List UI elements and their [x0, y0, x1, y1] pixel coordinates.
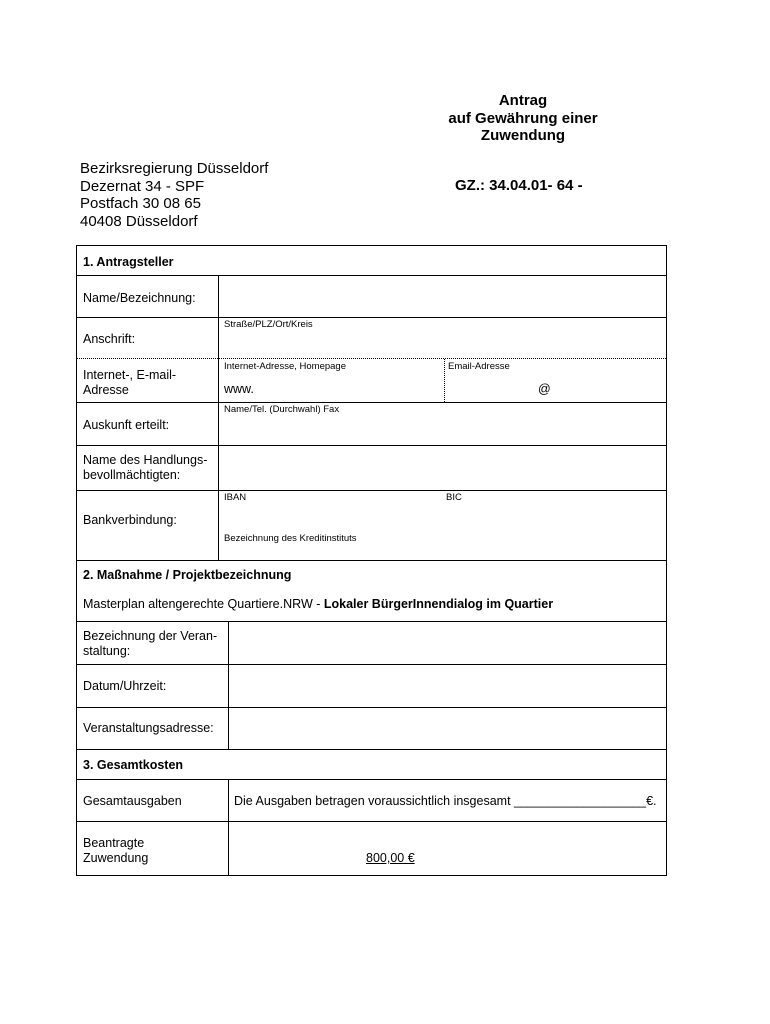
- address-line-2: Dezernat 34 - SPF: [80, 177, 205, 195]
- divider: [77, 749, 666, 750]
- section3-heading: 3. Gesamtkosten: [83, 758, 184, 772]
- recipient-address: [80, 160, 268, 230]
- bank-name-hint: Bezeichnung des Kreditinstituts: [224, 533, 357, 544]
- divider: [228, 779, 229, 876]
- title-line-2: auf Gewährung einer: [448, 109, 598, 127]
- name-field[interactable]: [219, 276, 667, 317]
- application-form: [76, 245, 667, 876]
- address-hint: Straße/PLZ/Ort/Kreis: [224, 319, 313, 330]
- divider: [77, 358, 666, 359]
- project-title: [83, 597, 553, 612]
- address-field[interactable]: [219, 318, 667, 358]
- date-field[interactable]: [229, 665, 667, 707]
- email-hint: Email-Adresse: [448, 361, 510, 372]
- internet-label-1: Internet-, E-mail-: [83, 368, 177, 382]
- event-field[interactable]: [229, 622, 667, 664]
- bank-label: Bankverbindung:: [83, 513, 177, 527]
- address-line-4: 40408 Düsseldorf: [80, 212, 198, 230]
- title-line-3: Zuwendung: [480, 127, 566, 144]
- agent-field[interactable]: [219, 446, 667, 490]
- requested-label-1: Beantragte: [83, 836, 145, 850]
- internet-field[interactable]: www.: [224, 382, 254, 396]
- project-name: Lokaler BürgerInnendialog im Quartier: [323, 597, 554, 611]
- reference-number: GZ.: 34.04.01- 64 -: [455, 177, 583, 194]
- address-label: Anschrift:: [83, 332, 136, 346]
- bank-field[interactable]: [219, 491, 667, 559]
- event-label-2: staltung:: [83, 644, 131, 658]
- contact-label: Auskunft erteilt:: [83, 418, 170, 432]
- date-label: Datum/Uhrzeit:: [83, 679, 167, 693]
- agent-label-1: Name des Handlungs-: [83, 453, 208, 467]
- title-line-1: Antrag: [498, 92, 548, 109]
- contact-field[interactable]: [219, 403, 667, 445]
- total-label: Gesamtausgaben: [83, 794, 182, 808]
- agent-label-2: bevollmächtigten:: [83, 468, 181, 482]
- divider: [77, 560, 666, 561]
- contact-hint: Name/Tel. (Durchwahl) Fax: [224, 404, 340, 415]
- venue-label: Veranstaltungsadresse:: [83, 721, 214, 735]
- project-prefix: Masterplan altengerechte Quartiere.NRW -: [83, 597, 324, 611]
- email-field[interactable]: @: [538, 382, 551, 396]
- section1-heading: 1. Antragsteller: [83, 255, 174, 269]
- divider: [77, 821, 666, 822]
- divider: [218, 275, 219, 560]
- section2-heading: 2. Maßnahme / Projektbezeichnung: [83, 568, 292, 582]
- name-label: Name/Bezeichnung:: [83, 291, 196, 305]
- internet-label-2: Adresse: [83, 383, 129, 397]
- divider: [228, 621, 229, 749]
- total-text: Die Ausgaben betragen voraussichtlich insgesamt ___________________€.: [234, 794, 657, 808]
- address-line-3: Postfach 30 08 65: [80, 195, 201, 212]
- requested-amount: 800,00 €: [366, 851, 415, 865]
- requested-label-2: Zuwendung: [83, 851, 149, 865]
- address-line-1: Bezirksregierung Düsseldorf: [80, 160, 269, 177]
- venue-field[interactable]: [229, 708, 667, 749]
- event-label-1: Bezeichnung der Veran-: [83, 629, 218, 643]
- form-title: [400, 92, 646, 145]
- divider: [77, 779, 666, 780]
- bic-hint: BIC: [446, 492, 462, 503]
- divider: [444, 359, 445, 402]
- internet-hint: Internet-Adresse, Homepage: [224, 361, 346, 372]
- iban-hint: IBAN: [224, 492, 247, 503]
